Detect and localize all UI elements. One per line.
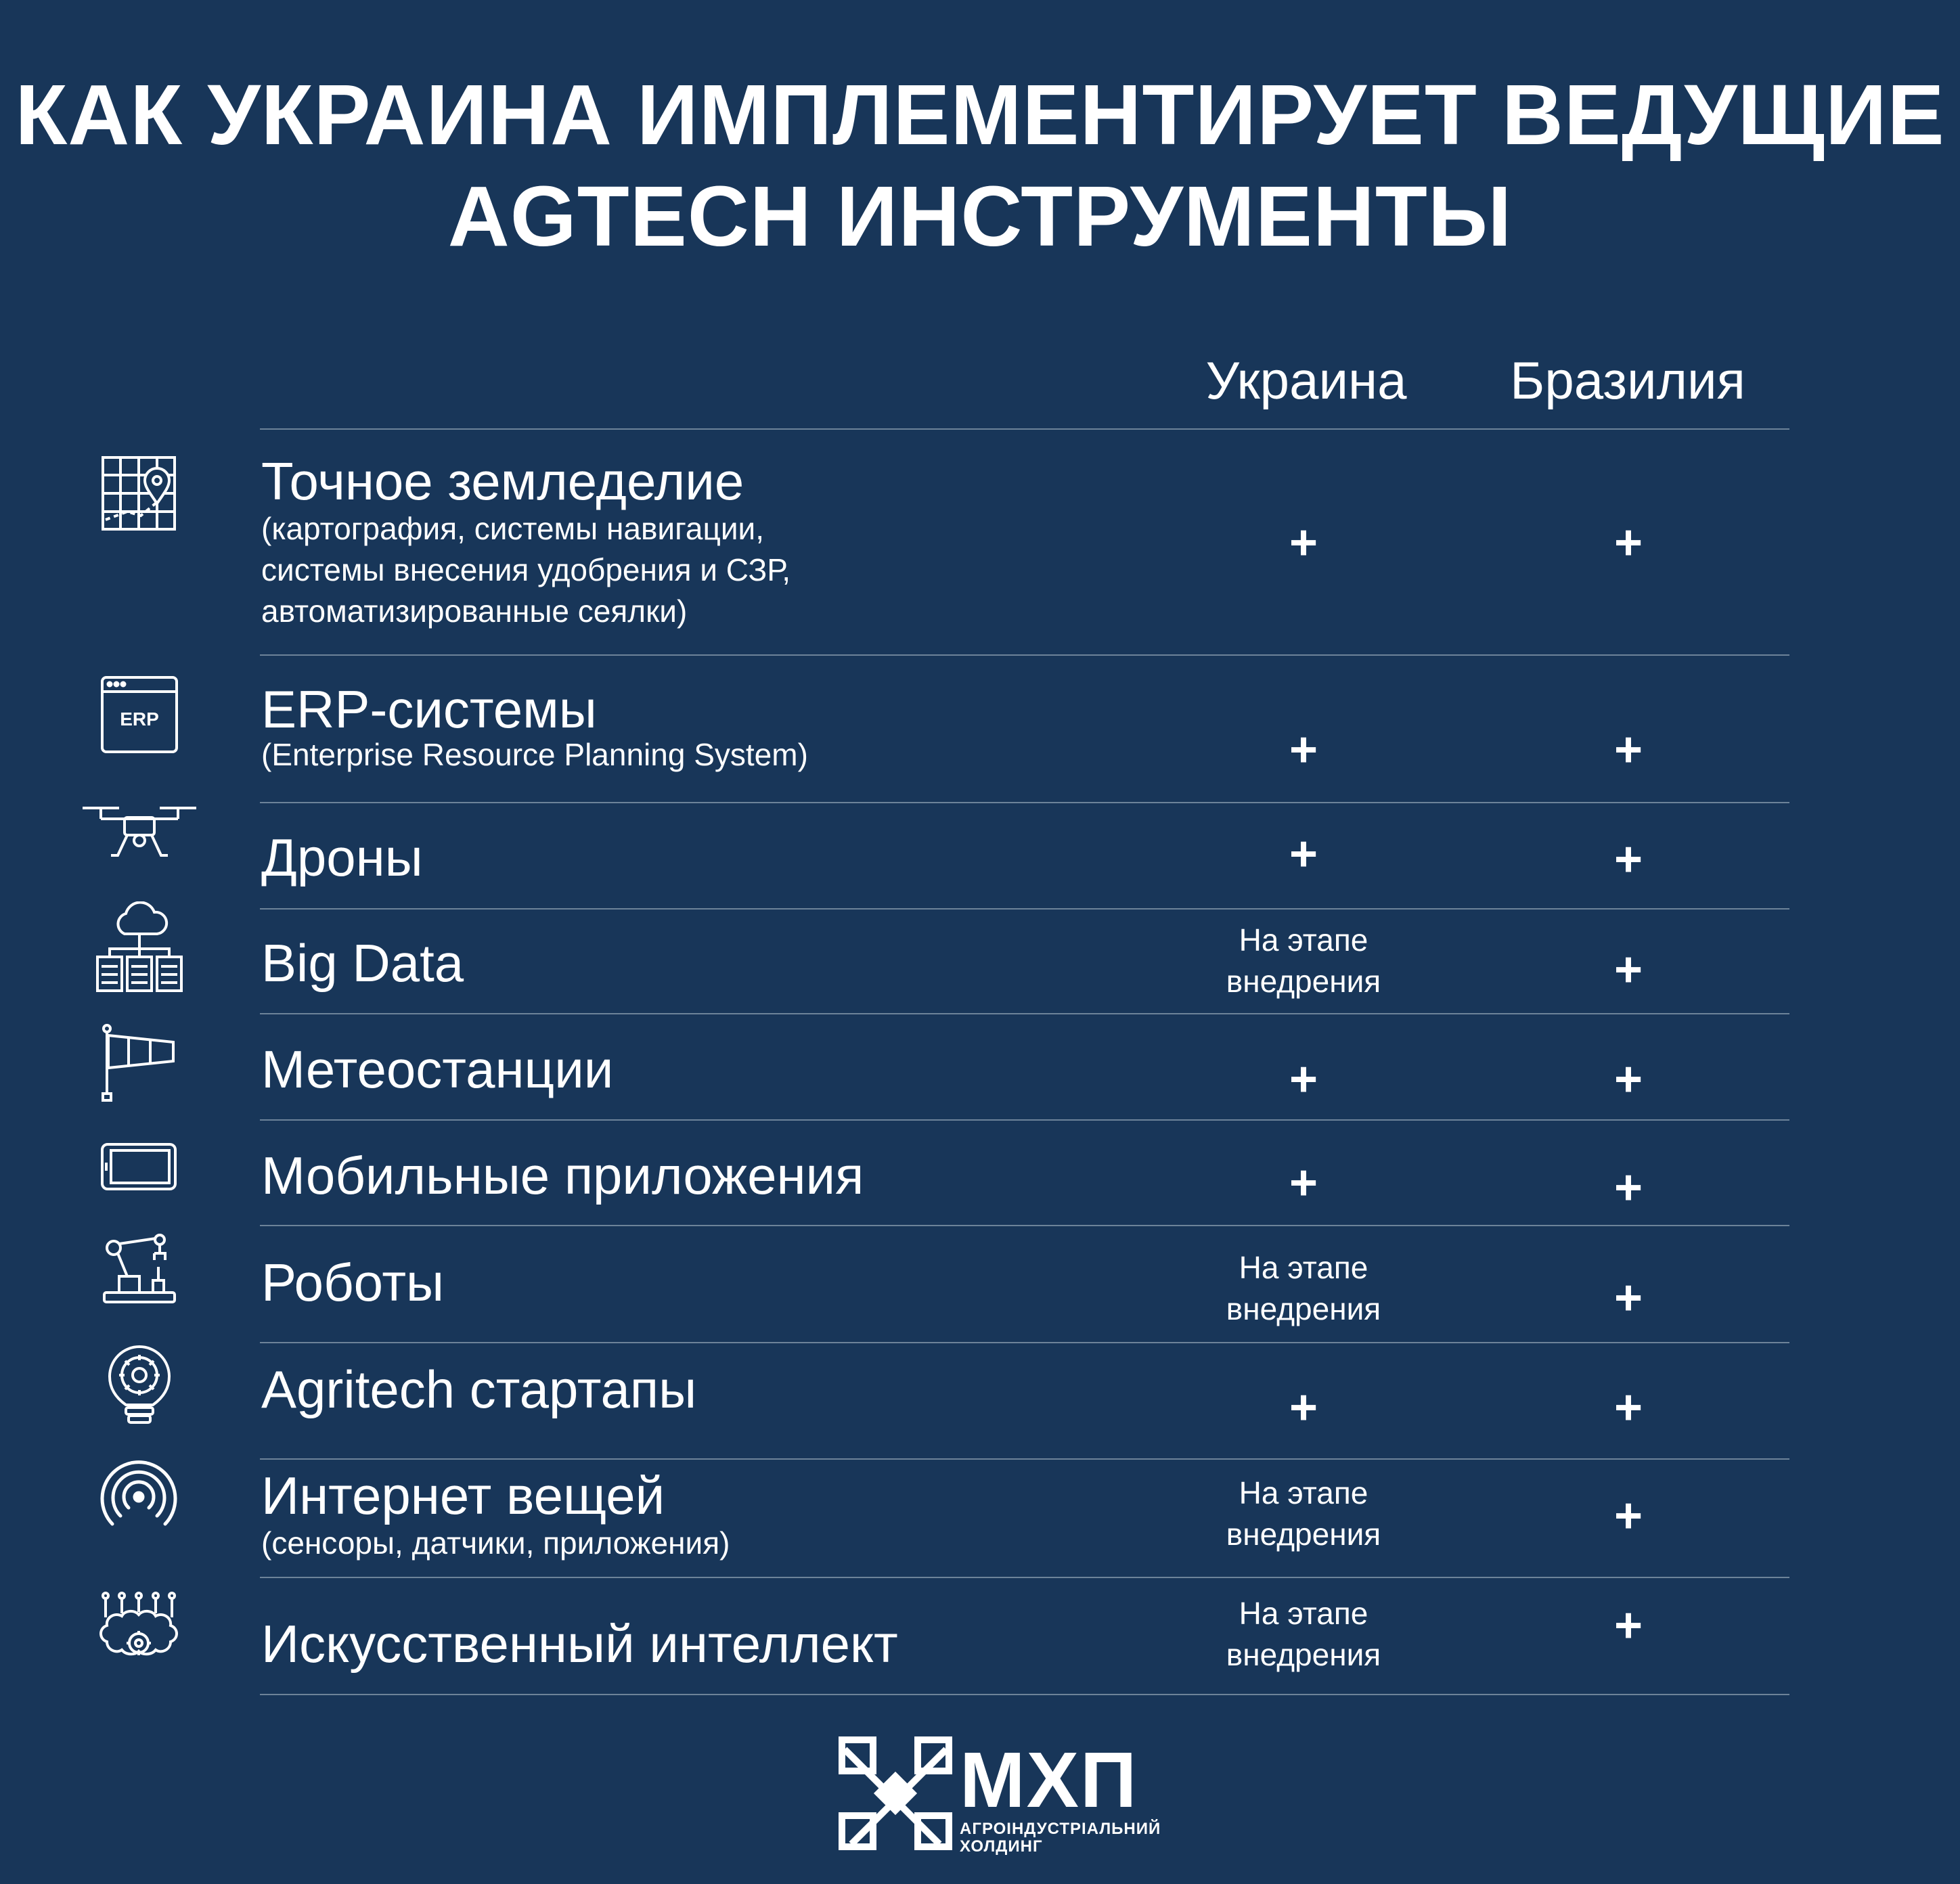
row-description: (сенсоры, датчики, приложения)	[261, 1525, 730, 1561]
row-name: Дроны	[261, 828, 423, 887]
logo-subtitle-line-2: ХОЛДИНГ	[960, 1837, 1043, 1856]
ukraine-mark: +	[1289, 516, 1318, 570]
divider	[260, 1342, 1789, 1343]
brazil-mark: +	[1613, 832, 1643, 887]
ukraine-mark: +	[1289, 1156, 1318, 1210]
brazil-mark: +	[1613, 1489, 1643, 1543]
ukraine-mark: +	[1289, 1381, 1318, 1435]
brazil-mark: +	[1613, 1161, 1643, 1215]
ukraine-status: внедрения	[1226, 1517, 1381, 1552]
page-title-line-1: КАК УКРАИНА ИМПЛЕМЕНТИРУЕТ ВЕДУЩИЕ	[15, 67, 1945, 162]
tablet-icon	[100, 1142, 177, 1191]
map-pin-icon	[100, 455, 177, 532]
brazil-mark: +	[1613, 1381, 1643, 1435]
row-name: Мобильные приложения	[261, 1146, 864, 1205]
brazil-mark: +	[1613, 516, 1643, 570]
windsock-icon	[99, 1023, 180, 1103]
row-name: Интернет вещей	[261, 1466, 665, 1525]
row-name: Точное земледелие	[261, 451, 744, 511]
column-header-brazil: Бразилия	[1510, 351, 1745, 410]
row-description: (картография, системы навигации,	[261, 511, 764, 546]
logo-name: МХП	[960, 1736, 1138, 1824]
signal-waves-icon	[99, 1456, 179, 1529]
erp-window-icon	[100, 675, 179, 754]
robot-arm-icon	[102, 1233, 177, 1305]
cloud-servers-icon	[95, 901, 184, 993]
ukraine-status: На этапе	[1239, 1250, 1368, 1285]
row-description: автоматизированные сеялки)	[261, 593, 688, 629]
divider	[260, 428, 1789, 430]
page-title	[0, 64, 1960, 267]
page-title-line-2: AGTECH ИНСТРУМЕНТЫ	[447, 169, 1513, 264]
windmill-logo-icon	[838, 1736, 953, 1854]
divider	[260, 1013, 1789, 1014]
brazil-mark: +	[1613, 1271, 1643, 1325]
divider	[260, 654, 1789, 656]
column-header-ukraine: Украина	[1205, 351, 1407, 410]
logo-subtitle-line-1: АГРОІНДУСТРІАЛЬНИЙ	[960, 1820, 1161, 1838]
ukraine-mark: +	[1289, 1052, 1318, 1106]
divider	[260, 908, 1789, 910]
divider	[260, 1119, 1789, 1121]
row-description: (Enterprise Resource Planning System)	[261, 737, 808, 772]
ukraine-status: На этапе	[1239, 1596, 1368, 1631]
row-name: Искусственный интеллект	[261, 1614, 898, 1674]
drone-icon	[80, 799, 199, 862]
divider	[260, 1694, 1789, 1695]
row-name: Метеостанции	[261, 1039, 614, 1099]
row-name: Роботы	[261, 1253, 445, 1312]
ukraine-status: На этапе	[1239, 922, 1368, 958]
gear-bulb-icon	[106, 1343, 173, 1427]
ukraine-status: На этапе	[1239, 1475, 1368, 1510]
ukraine-mark: +	[1289, 723, 1318, 777]
row-description: системы внесения удобрения и СЗР,	[261, 552, 791, 587]
row-name: Agritech стартапы	[261, 1360, 697, 1419]
ukraine-status: внедрения	[1226, 1291, 1381, 1326]
divider	[260, 1458, 1789, 1460]
brazil-mark: +	[1613, 723, 1643, 777]
row-name: ERP-системы	[261, 679, 597, 739]
brazil-mark: +	[1613, 943, 1643, 997]
ukraine-mark: +	[1289, 827, 1318, 881]
ukraine-status: внедрения	[1226, 964, 1381, 999]
divider	[260, 802, 1789, 803]
brazil-mark: +	[1613, 1052, 1643, 1106]
ukraine-status: внедрения	[1226, 1637, 1381, 1672]
divider	[260, 1577, 1789, 1578]
row-name: Big Data	[261, 933, 464, 993]
ai-brain-icon	[97, 1590, 180, 1669]
divider	[260, 1225, 1789, 1226]
brazil-mark: +	[1613, 1598, 1643, 1653]
erp-icon-label: ERP	[120, 709, 159, 730]
